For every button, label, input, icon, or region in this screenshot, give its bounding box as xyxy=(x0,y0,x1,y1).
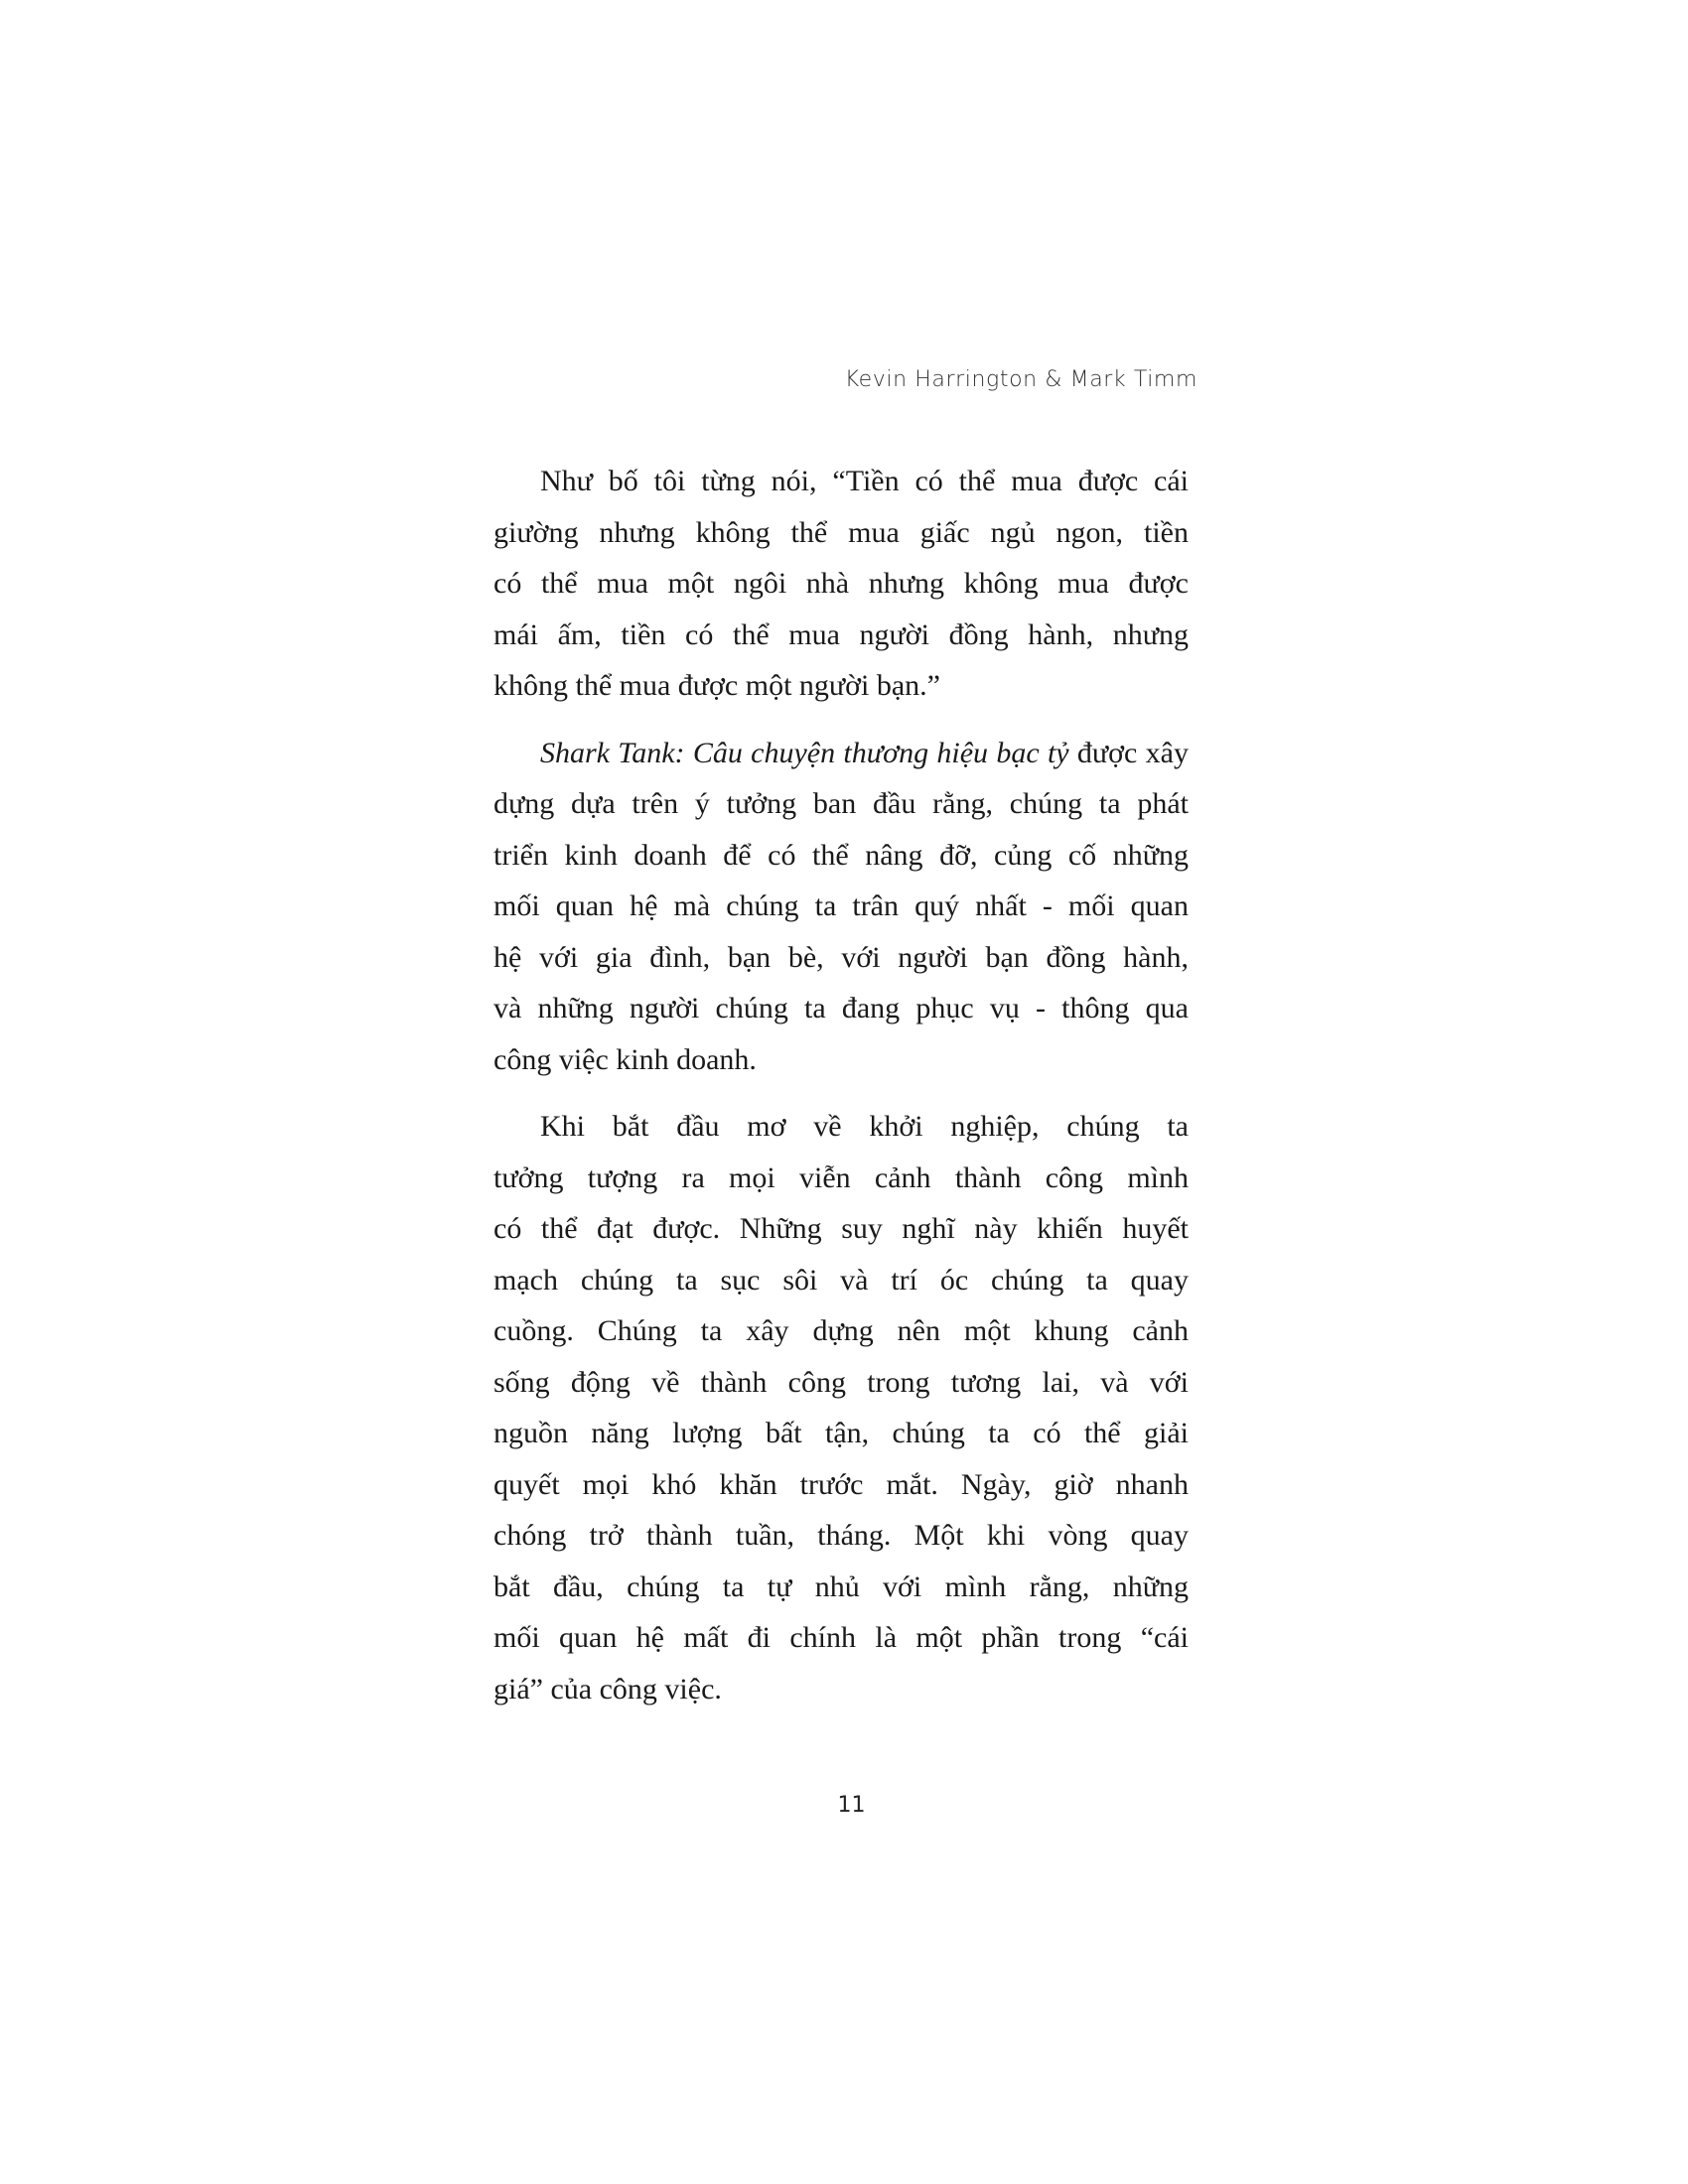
text-line: hệ với gia đình, bạn bè, với người bạn đồng hành, xyxy=(493,940,1189,974)
text-line: quyết mọi khó khăn trước mắt. Ngày, giờ nhanh xyxy=(493,1467,1189,1501)
text-line: triển kinh doanh để có thể nâng đỡ, củng cố những xyxy=(493,838,1189,872)
running-head-authors: Kevin Harrington & Mark Timm xyxy=(844,367,1197,392)
paragraph-2 xyxy=(493,728,1189,1086)
page-number: 11 xyxy=(837,1793,866,1818)
body-text xyxy=(493,456,1189,1730)
text-line: có thể đạt được. Những suy nghĩ này khiến huyết xyxy=(493,1212,1189,1245)
paragraph-3 xyxy=(493,1101,1189,1714)
text-line: có thể mua một ngôi nhà nhưng không mua được xyxy=(493,567,1189,600)
text-line: sống động về thành công trong tương lai, và với xyxy=(493,1365,1189,1399)
text-line: không thể mua được một người bạn.” xyxy=(493,669,940,702)
book-title-italic: Shark Tank: Câu chuyện thương hiệu bạc tỷ xyxy=(540,736,1069,769)
text-line: và những người chúng ta đang phục vụ - thông qua xyxy=(493,992,1189,1024)
text-line: tưởng tượng ra mọi viễn cảnh thành công mình xyxy=(493,1160,1189,1194)
text-line: mạch chúng ta sục sôi và trí óc chúng ta quay xyxy=(493,1263,1189,1297)
text-line: nguồn năng lượng bất tận, chúng ta có thể giải xyxy=(493,1417,1189,1449)
text-line: mối quan hệ mà chúng ta trân quý nhất - mối quan xyxy=(493,889,1189,922)
text-line: Khi bắt đầu mơ về khởi nghiệp, chúng ta xyxy=(540,1110,1189,1143)
text-fragment: được xây xyxy=(1068,736,1189,769)
text-line xyxy=(493,728,1189,779)
text-line: Như bố tôi từng nói, “Tiền có thể mua được cái xyxy=(540,465,1189,497)
text-line: mối quan hệ mất đi chính là một phần trong “cái xyxy=(493,1621,1189,1654)
text-line: dựng dựa trên ý tưởng ban đầu rằng, chúng ta phát xyxy=(493,787,1189,820)
paragraph-1 xyxy=(493,456,1189,712)
text-line: giá” của công việc. xyxy=(493,1672,722,1706)
text-line: chóng trở thành tuần, tháng. Một khi vòng quay xyxy=(493,1519,1189,1552)
text-line: công việc kinh doanh. xyxy=(493,1042,757,1076)
text-line: cuồng. Chúng ta xây dựng nên một khung cảnh xyxy=(493,1314,1189,1347)
text-line: mái ấm, tiền có thể mua người đồng hành, nhưng xyxy=(493,617,1189,651)
text-line: giường nhưng không thể mua giấc ngủ ngon, tiền xyxy=(493,515,1189,549)
text-line: bắt đầu, chúng ta tự nhủ với mình rằng, những xyxy=(493,1570,1189,1603)
